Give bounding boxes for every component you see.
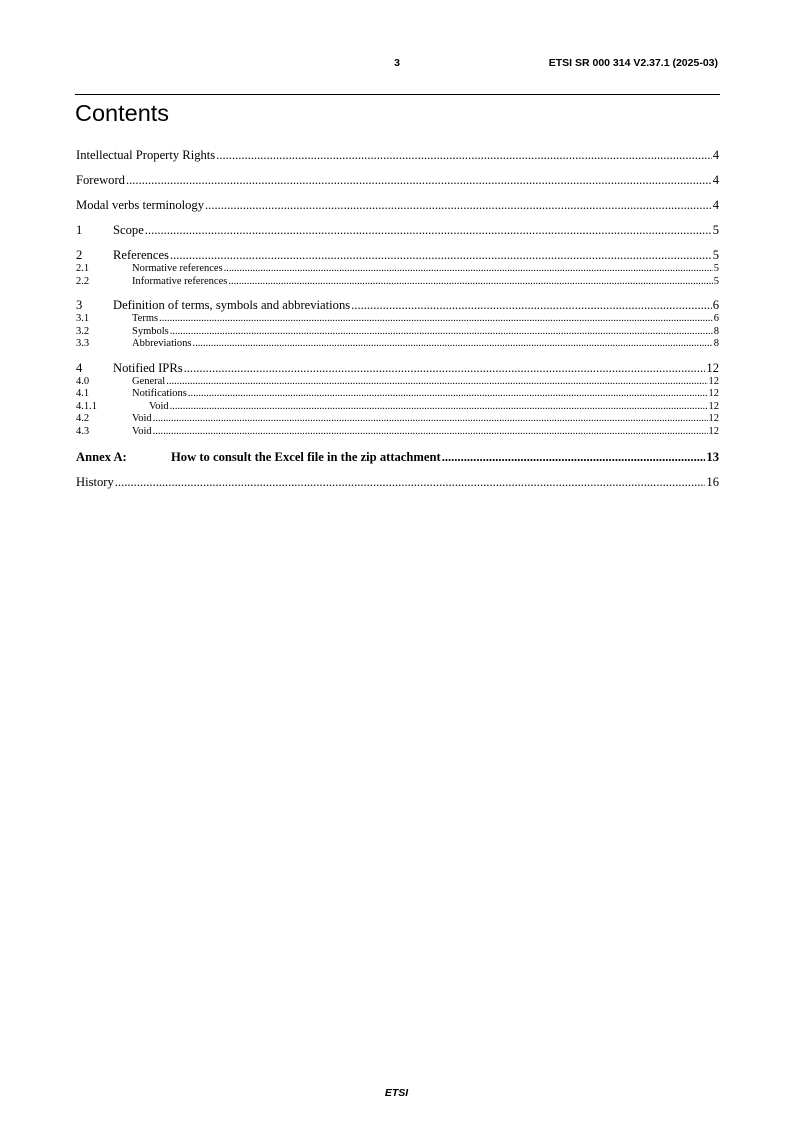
toc-entry[interactable] (76, 263, 719, 276)
toc-leader-dots (351, 298, 712, 313)
toc-entry-number: 3.3 (76, 338, 90, 349)
toc-entry[interactable] (76, 475, 719, 490)
toc-entry-title: Scope (113, 223, 144, 237)
toc-leader-dots (170, 401, 708, 414)
toc-entry-number: 3.2 (76, 325, 90, 337)
toc-entry[interactable] (76, 248, 719, 263)
toc-entry-title: How to consult the Excel file in the zip attachment (171, 450, 441, 464)
toc-entry[interactable] (76, 223, 719, 238)
toc-entry[interactable] (76, 413, 719, 426)
header-rule (75, 94, 720, 95)
toc-leader-dots (153, 426, 708, 439)
toc-entry-number: 4.1.1 (76, 400, 97, 412)
toc-leader-dots (205, 198, 712, 213)
toc-entry-page: 13 (706, 450, 719, 464)
toc-entry-title: Void (149, 400, 169, 412)
toc-entry-page: 8 (713, 325, 719, 337)
toc-entry-title: Definition of terms, symbols and abbreviations (113, 298, 351, 312)
toc-leader-dots (145, 223, 712, 238)
toc-entry[interactable] (76, 298, 719, 313)
toc-entry-page: 8 (713, 338, 719, 349)
toc-entry-page: 12 (706, 360, 719, 375)
toc-entry-title: Informative references (132, 275, 228, 287)
toc-entry[interactable] (76, 376, 719, 389)
page-title: Contents (75, 100, 170, 126)
toc-entry-number: 4.2 (76, 413, 90, 424)
toc-entry-page: 16 (706, 475, 719, 489)
toc-entry[interactable] (76, 148, 719, 163)
toc-leader-dots (228, 276, 712, 289)
toc-leader-dots (442, 450, 706, 465)
toc-entry-number: Annex A: (76, 450, 127, 464)
toc-entry[interactable] (76, 401, 719, 414)
toc-entry-number: 2 (76, 248, 83, 262)
toc-entry-title: Void (132, 413, 152, 424)
toc-entry-page: 4 (712, 198, 719, 212)
toc-entry-page: 12 (708, 375, 719, 387)
toc-entry-title: Intellectual Property Rights (76, 148, 216, 162)
toc-entry-number: 3 (76, 298, 83, 312)
toc-leader-dots (115, 475, 706, 490)
toc-entry-title: Symbols (132, 325, 169, 337)
footer-etsi: ETSI (384, 1087, 409, 1099)
document-id: ETSI SR 000 314 V2.37.1 (2025-03) (548, 57, 718, 69)
toc-entry-title: References (113, 248, 169, 262)
toc-entry-number: 2.2 (76, 275, 90, 287)
toc-leader-dots (126, 173, 712, 188)
toc-entry-number: 1 (76, 223, 83, 237)
toc-entry-page: 12 (708, 413, 719, 424)
toc-entry-title: General (132, 375, 166, 387)
toc-entry-title: History (76, 475, 114, 489)
toc-entry[interactable] (76, 326, 719, 339)
toc-entry[interactable] (76, 313, 719, 326)
toc-entry-title: Void (132, 425, 152, 437)
toc-entry-page: 5 (713, 263, 719, 274)
toc-entry[interactable] (76, 361, 719, 376)
toc-entry[interactable] (76, 426, 719, 439)
toc-entry-number: 4.3 (76, 425, 90, 437)
toc-entry-number: 4.1 (76, 388, 90, 399)
toc-entry-page: 12 (708, 425, 719, 437)
toc-entry-title: Normative references (132, 263, 223, 274)
page-number: 3 (394, 57, 400, 69)
toc-entry-title: Terms (132, 313, 159, 324)
toc-leader-dots (216, 148, 712, 163)
toc-leader-dots (170, 248, 712, 263)
toc-entry-number: 3.1 (76, 313, 90, 324)
toc-entry-page: 5 (713, 275, 719, 287)
toc-leader-dots (188, 388, 708, 401)
toc-entry-page: 6 (712, 298, 719, 312)
toc-entry-title: Notifications (132, 388, 187, 399)
toc-leader-dots (193, 338, 713, 351)
toc-entry-page: 12 (708, 400, 719, 412)
toc-entry-number: 4.0 (76, 375, 90, 387)
toc-entry[interactable] (76, 173, 719, 188)
toc-entry-title: Modal verbs terminology (76, 198, 205, 212)
toc-entry-page: 5 (712, 223, 719, 237)
toc-entry-page: 6 (713, 313, 719, 324)
toc-leader-dots (170, 326, 713, 339)
toc-entry[interactable] (76, 276, 719, 289)
toc-leader-dots (224, 263, 713, 276)
toc-entry-page: 12 (708, 388, 719, 399)
toc-entry[interactable] (76, 388, 719, 401)
toc-entry[interactable] (76, 338, 719, 351)
toc-entry[interactable] (76, 450, 719, 465)
toc-entry-title: Foreword (76, 173, 125, 187)
toc-leader-dots (159, 313, 713, 326)
toc-entry-page: 4 (712, 148, 719, 162)
toc-entry-title: Notified IPRs (113, 360, 183, 375)
toc-entry-title: Abbreviations (132, 338, 192, 349)
toc-entry-number: 4 (76, 360, 83, 375)
toc-leader-dots (184, 361, 706, 376)
toc-entry-page: 5 (712, 248, 719, 262)
toc-leader-dots (153, 413, 708, 426)
toc-entry[interactable] (76, 198, 719, 213)
toc-entry-number: 2.1 (76, 263, 90, 274)
toc-leader-dots (166, 376, 707, 389)
table-of-contents (76, 148, 719, 490)
toc-entry-page: 4 (712, 173, 719, 187)
